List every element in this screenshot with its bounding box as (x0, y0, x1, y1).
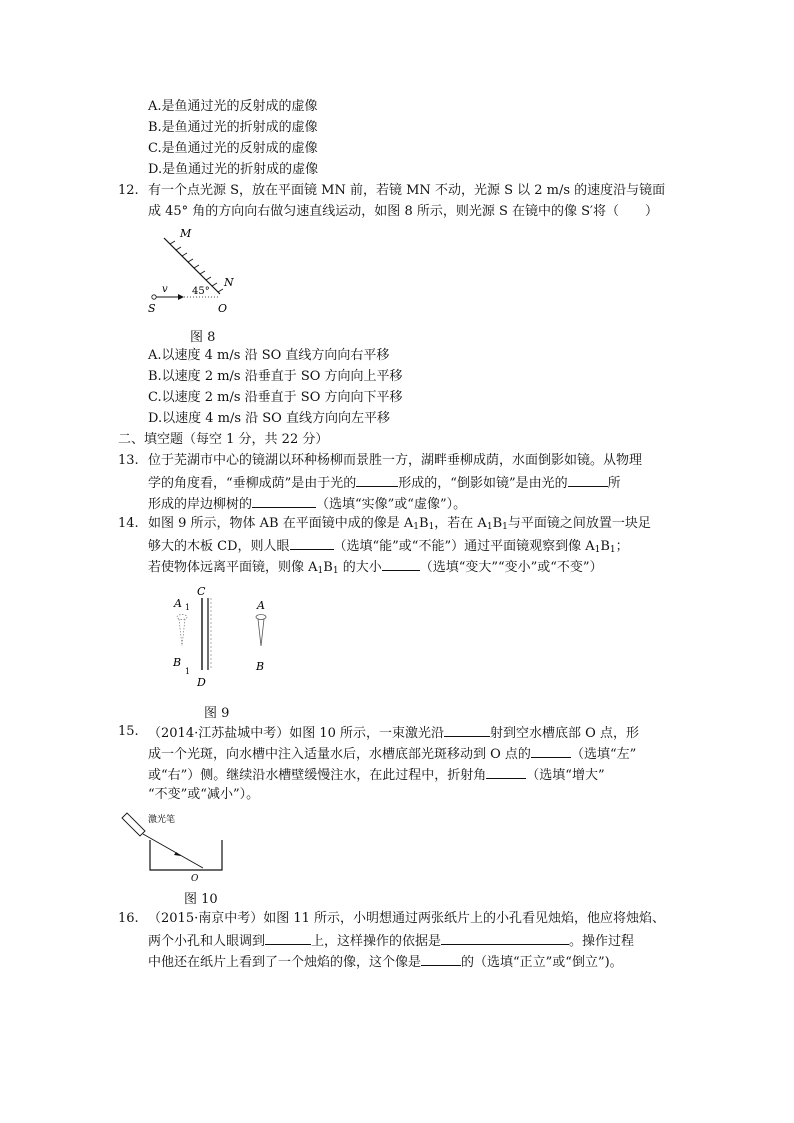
q15-l2b: （选填“左” (570, 747, 637, 762)
label-a1-sub: 1 (185, 603, 191, 612)
label-b1-sub: 1 (185, 667, 191, 676)
q15-blank-3[interactable] (486, 764, 526, 779)
label-m: M (180, 228, 192, 240)
sub: 1 (502, 522, 508, 532)
q16-l2c: 。操作过程 (569, 934, 635, 949)
q16-line1: （2015·南京中考）如图 11 所示，小明想通过两张纸片上的小孔看见烛焰，他应将烛焰、 (148, 911, 666, 926)
q15-line1 (148, 722, 639, 744)
label-a: A (257, 599, 265, 612)
sub: 1 (413, 522, 419, 532)
q16-line2 (148, 930, 634, 952)
q13-line2-text-c: 所 (607, 476, 621, 491)
sub: 1 (594, 545, 601, 555)
q16-blank-3[interactable] (421, 951, 461, 966)
q12-text-line1: 有一个点光源 S，放在平面镜 MN 前，若镜 MN 不动，光源 S 以 2 m/s 的速度沿与镜面 (148, 183, 666, 198)
label-d: D (197, 676, 206, 689)
q14-l3a: 若使物体远离平面镜，则像 A (148, 560, 318, 575)
label-angle: 45° (192, 286, 210, 297)
point-source (152, 295, 156, 299)
laser-beam (143, 834, 203, 868)
q13-blank-3[interactable] (252, 493, 316, 508)
sub: 1 (486, 522, 493, 532)
figure-10-caption: 图 10 (184, 892, 218, 907)
figure-9 (168, 584, 278, 692)
label-b: B (256, 660, 265, 673)
q13-line1: 位于芜湖市中心的镜湖以环种杨柳而景胜一方，湖畔垂柳成荫，水面倒影如镜。从物理 (148, 453, 643, 468)
q12-number: 12. (118, 183, 139, 198)
q14-blank-1[interactable] (290, 535, 334, 550)
q14-l2b: （选填“能”或“不能”）通过平面镜观察到像 A (333, 539, 595, 554)
q14-line3 (148, 556, 603, 581)
q12-option-d: D.以速度 4 m/s 沿 SO 直线方向向左平移 (148, 411, 390, 426)
q14-l3d: （选填“变大”“变小”或“不变”） (419, 560, 603, 575)
q15-line2 (148, 743, 636, 765)
label-laser: 激光笔 (148, 815, 176, 825)
q16-blank-2[interactable] (441, 930, 569, 945)
image-top (177, 615, 187, 620)
label-s: S (148, 302, 156, 315)
q15-l1b: 射到空水槽底部 O 点，形 (490, 726, 639, 741)
q15-line4: “不变”或“减小”）。 (148, 787, 260, 802)
q16-number: 16. (118, 911, 139, 926)
sub: 1 (428, 522, 435, 532)
q13-blank-1[interactable] (356, 472, 398, 487)
q14-l2d: ； (615, 539, 629, 554)
q16-l2a: 两个小孔和人眼调到 (148, 934, 266, 949)
arrow-head (178, 294, 184, 300)
label-b1: B (173, 656, 182, 669)
figure-8-caption: 图 8 (190, 330, 216, 345)
q14-l1d: B (492, 516, 503, 531)
q14-number: 14. (118, 516, 139, 531)
q11-option-c: C.是鱼通过光的反射成的虚像 (148, 141, 318, 156)
label-a1: A (174, 597, 182, 610)
label-o: O (191, 874, 199, 882)
q14-l1e: 与平面镜之间放置一块足 (507, 516, 651, 531)
q16-l3b: 的（选填“正立”或“倒立”)。 (461, 955, 623, 970)
q13-line3-text-a: 形成的岸边柳树的 (148, 497, 253, 512)
q15-blank-2[interactable] (531, 743, 571, 758)
sub: 1 (317, 566, 324, 576)
label-v: v (162, 284, 168, 295)
q12-option-b: B.以速度 2 m/s 沿垂直于 SO 方向向上平移 (148, 369, 403, 384)
q14-l3b: B (323, 560, 333, 575)
q14-l3c: 的大小 (338, 560, 382, 575)
figure-9-caption: 图 9 (204, 706, 230, 721)
q14-blank-2[interactable] (382, 556, 420, 571)
mirror-hatching (170, 241, 223, 292)
q14-l2c: B (600, 539, 610, 554)
q11-option-b: B.是鱼通过光的折射成的虚像 (148, 120, 318, 135)
q15-l1a: （2014·江苏盐城中考）如图 10 所示，一束激光沿 (148, 726, 445, 741)
q13-line2-text-a: 学的角度看，“垂柳成荫”是由于光的 (148, 476, 357, 491)
label-o: O (218, 302, 228, 315)
q15-line3 (148, 764, 605, 786)
label-n: N (224, 276, 234, 289)
q15-l3b: （选填“增大” (526, 768, 605, 783)
q12-option-c: C.以速度 2 m/s 沿垂直于 SO 方向向下平移 (148, 390, 403, 405)
q11-option-a: A.是鱼通过光的反射成的虚像 (148, 99, 318, 114)
q15-number: 15. (118, 724, 139, 739)
q13-line2 (148, 472, 621, 494)
section-2-title: 二、填空题（每空 1 分，共 22 分） (118, 432, 329, 447)
q15-l2a: 成一个光斑，向水槽中注入适量水后，水槽底部光斑移动到 O 点的 (148, 747, 531, 762)
q14-l1b: B (419, 516, 429, 531)
q12-option-a: A.以速度 4 m/s 沿 SO 直线方向向右平移 (148, 348, 390, 363)
sub: 1 (332, 566, 339, 576)
q13-number: 13. (118, 453, 139, 468)
sub: 1 (609, 545, 616, 555)
q11-option-d: D.是鱼通过光的折射成的虚像 (148, 162, 319, 177)
q14-l2a: 够大的木板 CD，则人眼 (148, 539, 290, 554)
q13-line2-text-b: 形成的，“倒影如镜”是由光的 (398, 476, 568, 491)
q16-l3a: 中他还在纸片上看到了一个烛焰的像，这个像是 (148, 955, 422, 970)
object-top (256, 615, 266, 620)
q13-line3 (148, 493, 466, 515)
q15-l3a: 或“右”）侧。继续沿水槽壁缓慢注水，在此过程中，折射角 (148, 768, 487, 783)
q13-blank-2[interactable] (568, 472, 608, 487)
q14-l1c: ，若在 A (434, 516, 487, 531)
laser-pen (122, 813, 145, 836)
q16-blank-1[interactable] (265, 930, 311, 945)
q13-line3-text-b: （选填“实像”或“虚像”）。 (316, 497, 467, 512)
figure-8 (140, 228, 250, 318)
q15-blank-1[interactable] (444, 722, 490, 737)
figure-10 (118, 810, 228, 882)
q16-l2b: 上，这样操作的依据是 (311, 934, 442, 949)
q14-line1 (148, 514, 651, 537)
q12-text-line2: 成 45° 角的方向向右做匀速直线运动，如图 8 所示，则光源 S 在镜中的像 S′将（ ） (148, 204, 659, 219)
q14-l1a: 如图 9 所示，物体 AB 在平面镜中成的像是 A (148, 516, 414, 531)
q16-line3 (148, 951, 623, 973)
label-c: C (197, 585, 206, 598)
